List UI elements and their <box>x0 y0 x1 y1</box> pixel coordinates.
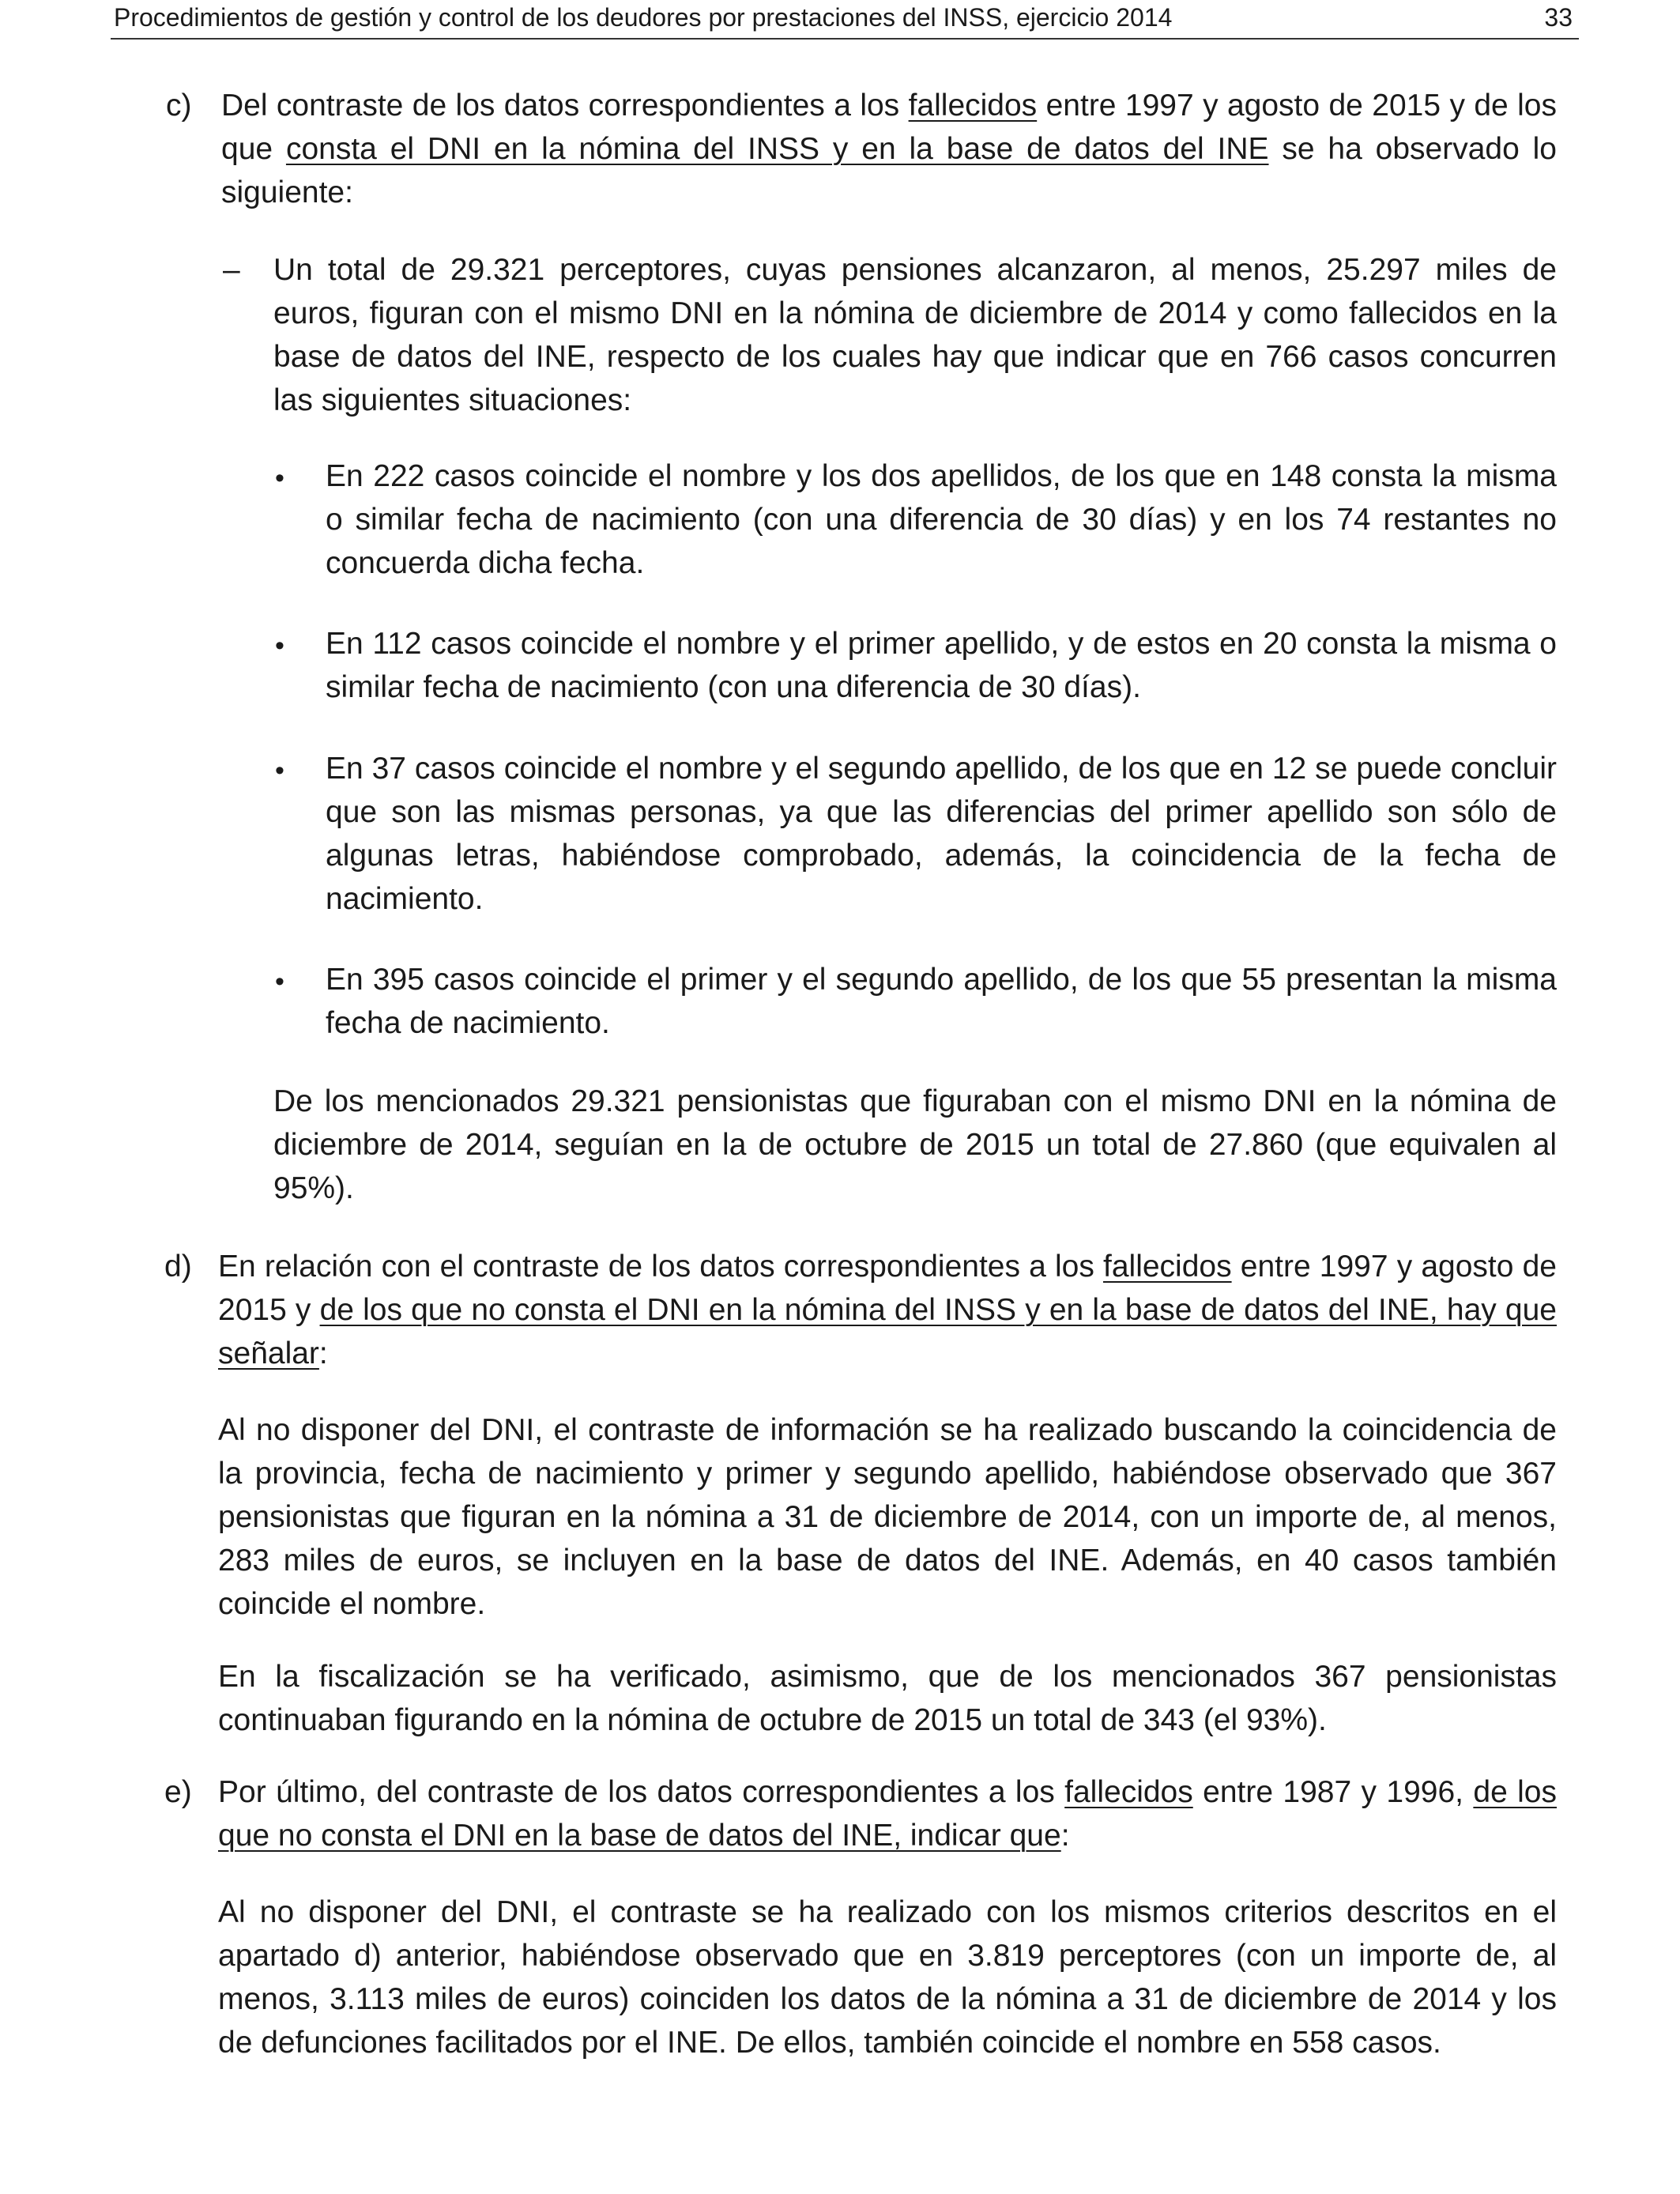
bullet-item: En 222 casos coincide el nombre y los dos apellidos, de los que en 148 consta la misma o similar fecha de nacimiento (con una diferencia de 30 días) y en los 74 restantes no concuerda dicha fecha. <box>326 459 1557 580</box>
bullet-item: En 37 casos coincide el nombre y el segundo apellido, de los que en 12 se puede concluir que son las mismas personas, ya que las diferencias del primer apellido son sólo de algunas letras, habiéndose comprobado, además, la coincidencia de la fecha de nacimiento. <box>326 752 1557 916</box>
section-d-paragraph: En la fiscalización se ha verificado, asimismo, que de los mencionados 367 pensionistas continuaban figurando en la nómina de octubre de 2015 un total de 343 (el 93%). <box>218 1660 1557 1737</box>
intro-text: entre 1997 y agosto de 2015 y de los que <box>221 89 1557 166</box>
section-d-label: d) <box>164 1250 192 1284</box>
underlined-term: fallecidos <box>1103 1250 1232 1284</box>
bullet-marker: • <box>275 463 284 493</box>
bullet-marker: • <box>275 967 284 997</box>
intro-text: : <box>1060 1819 1070 1853</box>
intro-text: Del contraste de los datos correspondientes a los <box>221 89 909 123</box>
dash-marker: – <box>223 253 240 287</box>
section-d-paragraph: Al no disponer del DNI, el contraste de información se ha realizado buscando la coincidencia de la provincia, fecha de nacimiento y primer y segundo apellido, habiéndose observado que 367 pensionistas que figuran en la nómina a 31 de diciembre de 2014, con un importe de, al menos, 283 miles de euros, se incluyen en la base de datos del INE. Además, en 40 casos también coincide el nombre. <box>218 1413 1557 1621</box>
intro-text: : <box>318 1336 328 1370</box>
intro-text: entre 1987 y 1996, <box>1192 1775 1474 1809</box>
section-d-intro <box>218 1245 1557 1375</box>
underlined-phrase: de los que no consta el DNI en la nómina del INSS y en la base de datos del INE, hay que señalar <box>218 1293 1557 1370</box>
section-e-label: e) <box>164 1775 192 1809</box>
section-c-closing: De los mencionados 29.321 pensionistas que figuraban con el mismo DNI en la nómina de diciembre de 2014, seguían en la de octubre de 2015 un total de 27.860 (que equivalen al 95%). <box>273 1084 1557 1205</box>
bullet-marker: • <box>275 756 284 786</box>
section-c-intro <box>221 84 1557 214</box>
underlined-term: fallecidos <box>1064 1775 1193 1809</box>
intro-text: Por último, del contraste de los datos correspondientes a los <box>218 1775 1065 1809</box>
header-title: Procedimientos de gestión y control de los deudores por prestaciones del INSS, ejercicio 2014 <box>114 3 1173 32</box>
underlined-phrase: de los que no consta el DNI en la base de datos del INE, indicar que <box>218 1775 1557 1853</box>
underlined-term: fallecidos <box>908 89 1038 123</box>
section-c-label: c) <box>166 89 192 123</box>
intro-text: se ha observado lo siguiente: <box>221 132 1557 209</box>
dash-item: Un total de 29.321 perceptores, cuyas pensiones alcanzaron, al menos, 25.297 miles de euros, figuran con el mismo DNI en la nómina de diciembre de 2014 y como fallecidos en la base de datos del INE, respecto de los cuales hay que indicar que en 766 casos concurren las siguientes situaciones: <box>273 253 1557 417</box>
underlined-phrase: consta el DNI en la nómina del INSS y en la base de datos del INE <box>285 132 1269 166</box>
bullet-item: En 112 casos coincide el nombre y el primer apellido, y de estos en 20 consta la misma o similar fecha de nacimiento (con una diferencia de 30 días). <box>326 627 1557 704</box>
page-number: 33 <box>1544 3 1573 32</box>
page-header <box>111 0 1579 40</box>
bullet-marker: • <box>275 631 284 661</box>
intro-text: En relación con el contraste de los datos correspondientes a los <box>218 1250 1103 1284</box>
section-e-intro <box>218 1770 1557 1857</box>
intro-text: entre 1997 y agosto de 2015 y <box>218 1250 1557 1327</box>
section-e-paragraph: Al no disponer del DNI, el contraste se ha realizado con los mismos criterios descritos en el apartado d) anterior, habiéndose observado que en 3.819 perceptores (con un importe de, al menos, 3.113 miles de euros) coinciden los datos de la nómina a 31 de diciembre de 2014 y los de defunciones facilitados por el INE. De ellos, también coincide el nombre en 558 casos. <box>218 1895 1557 2060</box>
bullet-item: En 395 casos coincide el primer y el segundo apellido, de los que 55 presentan la misma fecha de nacimiento. <box>326 963 1557 1040</box>
